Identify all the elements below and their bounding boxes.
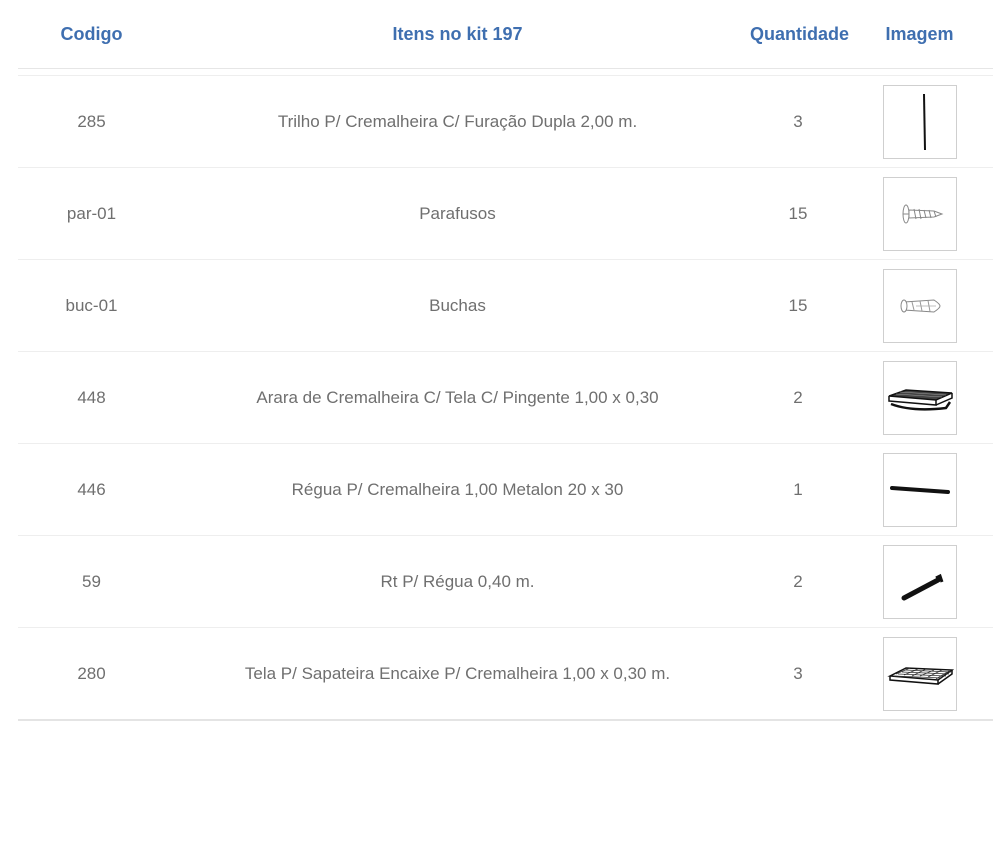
product-thumbnail[interactable] xyxy=(883,637,957,711)
table-row xyxy=(18,536,993,628)
table-row xyxy=(18,628,993,721)
wire-shelf-with-rail-icon xyxy=(886,368,954,428)
table-header-row xyxy=(18,0,993,69)
row-code: 280 xyxy=(18,628,165,721)
header-spacer xyxy=(18,69,993,76)
row-image-cell xyxy=(846,260,993,352)
vertical-rail-icon xyxy=(890,92,950,152)
row-code: 59 xyxy=(18,536,165,628)
row-quantity: 1 xyxy=(750,444,846,536)
row-quantity: 3 xyxy=(750,628,846,721)
row-image-cell xyxy=(846,628,993,721)
row-quantity: 2 xyxy=(750,536,846,628)
kit-items-table xyxy=(18,0,993,721)
row-item: Régua P/ Cremalheira 1,00 Metalon 20 x 30 xyxy=(165,444,750,536)
metal-bar-icon xyxy=(888,460,952,520)
table-row xyxy=(18,76,993,168)
row-code: 285 xyxy=(18,76,165,168)
screw-icon xyxy=(890,184,950,244)
table-row xyxy=(18,444,993,536)
row-code: par-01 xyxy=(18,168,165,260)
product-thumbnail[interactable] xyxy=(883,177,957,251)
row-image-cell xyxy=(846,168,993,260)
row-item: Arara de Cremalheira C/ Tela C/ Pingente 1,00 x 0,30 xyxy=(165,352,750,444)
header-image: Imagem xyxy=(846,0,993,69)
row-image-cell xyxy=(846,76,993,168)
wire-shoe-rack-icon xyxy=(886,644,954,704)
row-image-cell xyxy=(846,444,993,536)
wall-plug-icon xyxy=(890,276,950,336)
row-code: 448 xyxy=(18,352,165,444)
row-item: Rt P/ Régua 0,40 m. xyxy=(165,536,750,628)
row-code: buc-01 xyxy=(18,260,165,352)
product-thumbnail[interactable] xyxy=(883,545,957,619)
table-row xyxy=(18,260,993,352)
product-thumbnail[interactable] xyxy=(883,361,957,435)
row-item: Parafusos xyxy=(165,168,750,260)
row-item: Tela P/ Sapateira Encaixe P/ Cremalheira 1,00 x 0,30 m. xyxy=(165,628,750,721)
table-row xyxy=(18,168,993,260)
row-image-cell xyxy=(846,536,993,628)
row-quantity: 15 xyxy=(750,168,846,260)
row-item: Trilho P/ Cremalheira C/ Furação Dupla 2,00 m. xyxy=(165,76,750,168)
table-row xyxy=(18,352,993,444)
bracket-icon xyxy=(890,552,950,612)
row-image-cell xyxy=(846,352,993,444)
product-thumbnail[interactable] xyxy=(883,453,957,527)
product-thumbnail[interactable] xyxy=(883,85,957,159)
row-item: Buchas xyxy=(165,260,750,352)
header-quantity: Quantidade xyxy=(750,0,846,69)
row-quantity: 2 xyxy=(750,352,846,444)
row-quantity: 3 xyxy=(750,76,846,168)
header-code: Codigo xyxy=(18,0,165,69)
header-items: Itens no kit 197 xyxy=(165,0,750,69)
row-quantity: 15 xyxy=(750,260,846,352)
row-code: 446 xyxy=(18,444,165,536)
product-thumbnail[interactable] xyxy=(883,269,957,343)
